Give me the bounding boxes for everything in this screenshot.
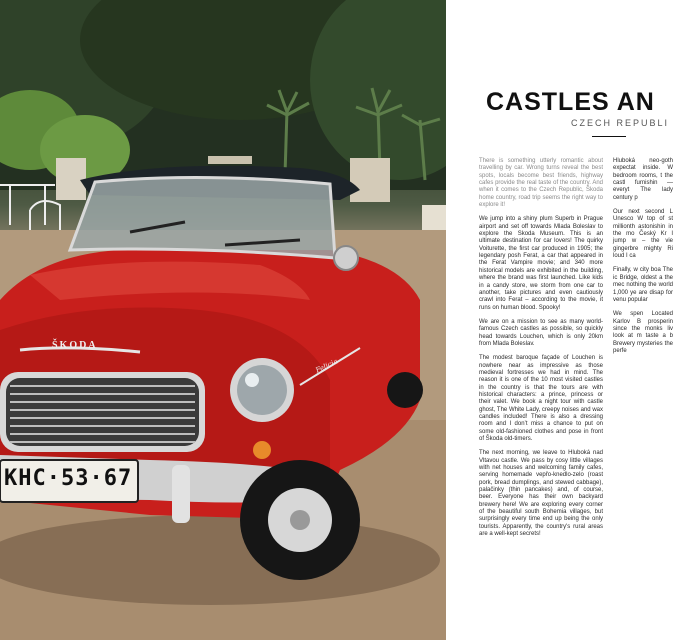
paragraph: The modest baroque façade of Louchen is nowhere near as impressive as those medieval fortresses we had in mind. The reason it is one of the 10 most visited castles in the country is that the tours are with historical characters: a prince, princess or their valet. We book a night tour with castle ghost, The White Lady, creepy noises and wax candles included! There is also a dressing room and I don’t miss a chance to put on some old-fashioned clothes and pose in front of Škoda old-timers.	[479, 355, 603, 443]
license-plate-text: KHC·53·67	[4, 466, 133, 491]
paragraph: We jump into a shiny plum Superb in Prague airport and set off towards Mlada Boleslav to explore the Skoda Museum. This is an ultimate destination for car lovers! The quirky Voiturette, the first car produced in 1905; the legendary posh Ferat, a car that appeared in the Ferat Vampire movie; and 340 more historical models are exhibited in the building, where the brand was first launched. Like kids in a candy store, we storm from one car to another, take pictures and even cautiously crawl into Ferat – according to the movie, it runs on human blood. Spooky!	[479, 216, 603, 311]
paragraph: We spen Located Karlov B prosperin since the monks liv look at m taste a b Brewery mysteries the perfe	[613, 311, 673, 354]
paragraph: We are on a mission to see as many world-famous Czech castles as possible, so quickly head towards Louchen, which is only 20km from Mlada Boleslav.	[479, 318, 603, 347]
title-divider	[592, 136, 626, 137]
article-page	[446, 0, 673, 640]
article-column-2	[613, 158, 673, 362]
hood-badge: ŠKODA	[52, 340, 98, 351]
paragraph: Our next second L Unesco W top of st millionth astonishin in the mo Český Kr I jump w – the vie gingerbre mighty Ri loud I ca	[613, 209, 673, 260]
paragraph: The next morning, we leave to Hluboká nad Vltavou castle. We pass by cosy little villages with net houses and welcoming family cafes, serving homemade vepřo-knedlo-zelo (roast pork, bread dumplings, and stewed cabbage), palačinky (thin pancakes) and, of course, beer. Everyone has their own backyard brewery here! We are exploring every corner of the beautiful south Bohemia villages, but surprisingly every time end up being the only tourists. Apparently, the country's rural areas are a well-kept secrets!	[479, 450, 603, 538]
paragraph: Hluboká neo-goth expectat inside. W bedroom rooms, t the castl furnishin — everyt The lady century p	[613, 158, 673, 201]
fender-script: Felicia	[314, 357, 340, 375]
paragraph: Finally, w city boa The ic Bridge, oldest a the mec nothing the world 1,000 ye are disap for venu popular	[613, 267, 673, 303]
article-title: CASTLES AN	[486, 88, 655, 116]
article-column-1	[479, 158, 603, 546]
article-subtitle: CZECH REPUBLI	[571, 118, 670, 128]
intro-paragraph: There is something utterly romantic about travelling by car. Wrong turns reveal the best spots, locals become best friends, highway cafes provide the real taste of the country. And when it comes to the Czech Republic, Škoda home country, road trip seems the right way to explore it!	[479, 158, 603, 209]
